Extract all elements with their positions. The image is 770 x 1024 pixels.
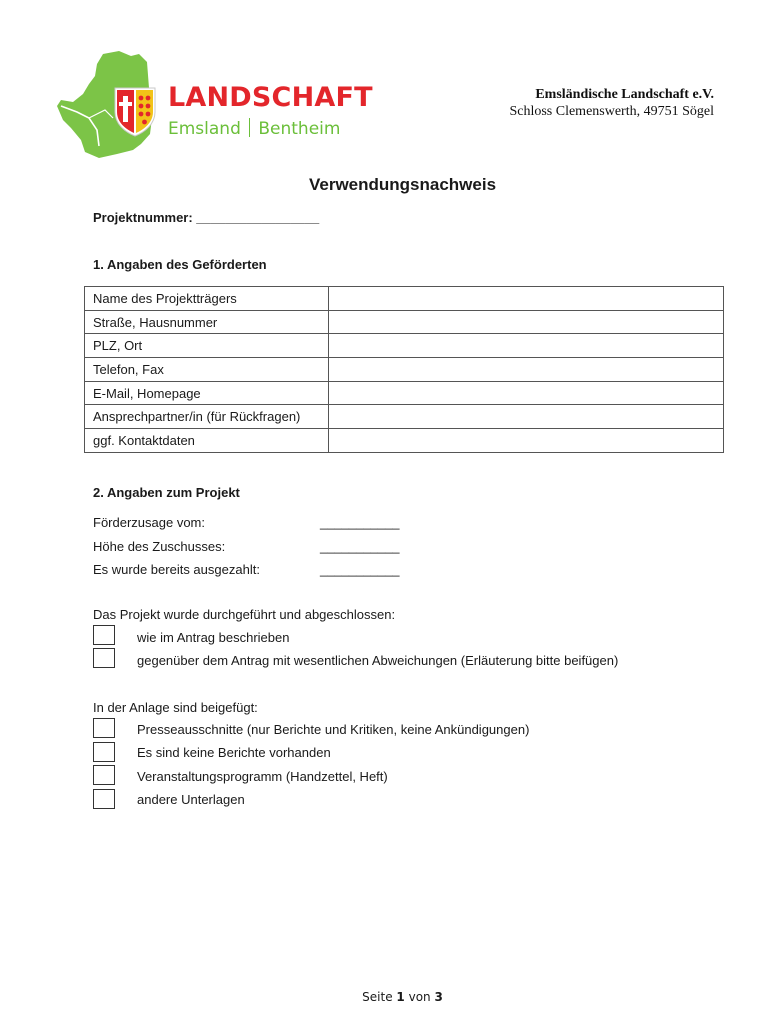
row-label: Telefon, Fax	[85, 358, 329, 382]
row-value-field[interactable]	[329, 358, 724, 382]
option-press-clippings: Presseausschnitte (nur Berichte und Kritiken, keine Ankündigungen)	[137, 722, 530, 737]
completion-question: Das Projekt wurde durchgeführt und abgeschlossen:	[93, 607, 396, 622]
table-row	[85, 358, 724, 382]
row-label: Ansprechpartner/in (für Rückfragen)	[85, 405, 329, 429]
project-number-field[interactable]: Projektnummer: _________________	[93, 210, 320, 225]
landschaft-logo	[55, 48, 373, 160]
total-pages: 3	[434, 990, 443, 1004]
row-label: Name des Projektträgers	[85, 287, 329, 311]
row-label: Straße, Hausnummer	[85, 310, 329, 334]
field-label-paid-out: Es wurde bereits ausgezahlt:	[93, 562, 260, 577]
table-row	[85, 381, 724, 405]
page-footer	[0, 990, 770, 1004]
row-value-field[interactable]	[329, 429, 724, 453]
table-row	[85, 287, 724, 311]
row-label: ggf. Kontaktdaten	[85, 429, 329, 453]
checkbox-with-deviations[interactable]	[93, 648, 115, 668]
of-word: von	[408, 990, 431, 1004]
table-row	[85, 334, 724, 358]
field-blank-funding-date[interactable]: ___________	[320, 515, 400, 530]
checkbox-press-clippings[interactable]	[93, 718, 115, 738]
checkbox-other-documents[interactable]	[93, 789, 115, 809]
sender-address: Schloss Clemenswerth, 49751 Sögel	[509, 104, 714, 119]
page-word: Seite	[362, 990, 393, 1004]
row-value-field[interactable]	[329, 287, 724, 311]
row-label: E-Mail, Homepage	[85, 381, 329, 405]
checkbox-no-reports[interactable]	[93, 742, 115, 762]
field-label-grant-amount: Höhe des Zuschusses:	[93, 539, 226, 554]
document-title: Verwendungsnachweis	[308, 175, 497, 194]
table-row	[85, 405, 724, 429]
logo-subtitle	[168, 118, 340, 138]
row-value-field[interactable]	[329, 334, 724, 358]
table-row	[85, 310, 724, 334]
logo-wordmark: LANDSCHAFT	[168, 82, 373, 113]
option-other-documents: andere Unterlagen	[137, 792, 245, 807]
checkbox-event-programme[interactable]	[93, 765, 115, 785]
field-blank-paid-out[interactable]: ___________	[320, 562, 400, 577]
row-label: PLZ, Ort	[85, 334, 329, 358]
sender-name: Emsländische Landschaft e.V.	[535, 87, 714, 102]
row-value-field[interactable]	[329, 405, 724, 429]
logo-sub-left: Emsland	[168, 119, 241, 139]
section1-heading: 1. Angaben des Geförderten	[93, 257, 267, 272]
field-blank-grant-amount[interactable]: ___________	[320, 539, 400, 554]
row-value-field[interactable]	[329, 381, 724, 405]
table-row	[85, 429, 724, 453]
current-page: 1	[396, 990, 405, 1004]
option-event-programme: Veranstaltungsprogramm (Handzettel, Heft)	[137, 769, 388, 784]
applicant-table	[84, 286, 724, 453]
option-as-described: wie im Antrag beschrieben	[137, 630, 290, 645]
section2-heading: 2. Angaben zum Projekt	[93, 485, 240, 500]
checkbox-as-described[interactable]	[93, 625, 115, 645]
option-with-deviations: gegenüber dem Antrag mit wesentlichen Abweichungen (Erläuterung bitte beifügen)	[137, 653, 619, 668]
logo-divider	[249, 118, 251, 137]
attachments-question: In der Anlage sind beigefügt:	[93, 700, 258, 715]
logo-sub-right: Bentheim	[258, 119, 341, 139]
row-value-field[interactable]	[329, 310, 724, 334]
field-label-funding-date: Förderzusage vom:	[93, 515, 205, 530]
option-no-reports: Es sind keine Berichte vorhanden	[137, 745, 331, 760]
